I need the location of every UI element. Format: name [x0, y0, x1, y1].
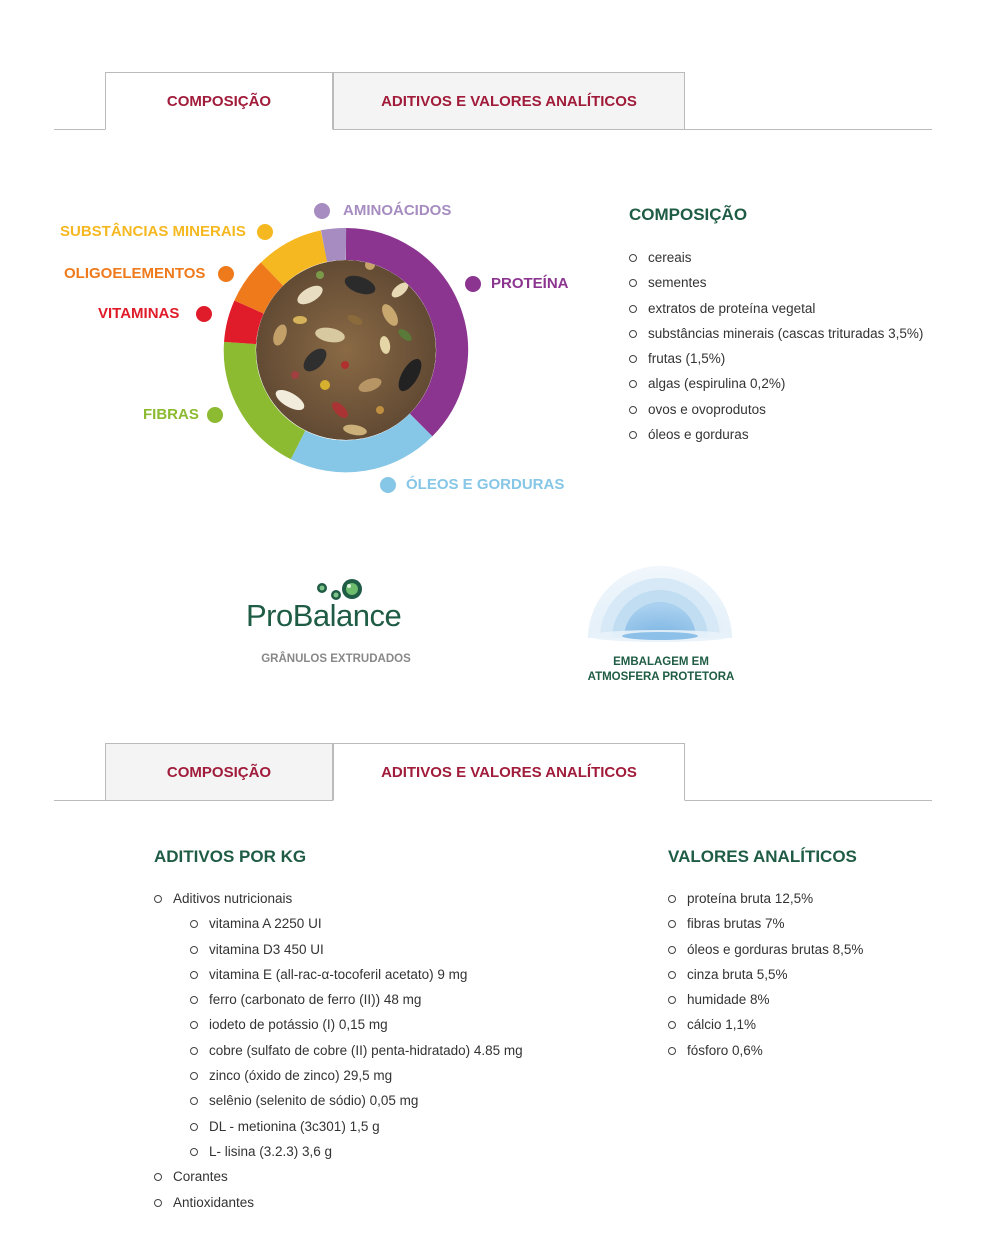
dot-oligoelementos	[218, 266, 234, 282]
label-fibras: FIBRAS	[143, 406, 199, 423]
probalance-caption: GRÂNULOS EXTRUDADOS	[261, 653, 411, 665]
list-item: selênio (selenito de sódio) 0,05 mg	[190, 1088, 523, 1113]
list-item: proteína bruta 12,5%	[668, 886, 863, 911]
dot-substancias-minerais	[257, 224, 273, 240]
list-item-label: Aditivos nutricionais	[173, 891, 293, 906]
list-item: vitamina D3 450 UI	[190, 937, 523, 962]
list-item: humidade 8%	[668, 987, 863, 1012]
tab-composicao[interactable]: COMPOSIÇÃO	[105, 72, 333, 130]
composition-list	[629, 245, 923, 447]
label-oligoelementos: OLIGOELEMENTOS	[64, 265, 206, 282]
list-item: DL - metionina (3c301) 1,5 g	[190, 1114, 523, 1139]
donut-segment-vitaminas	[240, 307, 249, 343]
list-item: fósforo 0,6%	[668, 1038, 863, 1063]
label-oleos-gorduras: ÓLEOS E GORDURAS	[406, 476, 565, 493]
list-item: cobre (sulfato de cobre (II) penta-hidratado) 4.85 mg	[190, 1038, 523, 1063]
dot-fibras	[207, 407, 223, 423]
list-item: óleos e gorduras	[629, 422, 923, 447]
analytical-list	[668, 886, 863, 1063]
list-item: cereais	[629, 245, 923, 270]
atmosphere-caption	[561, 655, 761, 685]
dot-vitaminas	[196, 306, 212, 322]
list-item: cálcio 1,1%	[668, 1012, 863, 1037]
additives-list	[154, 886, 523, 1215]
list-item: vitamina A 2250 UI	[190, 911, 523, 936]
list-item: sementes	[629, 270, 923, 295]
list-item: zinco (óxido de zinco) 29,5 mg	[190, 1063, 523, 1088]
list-item: frutas (1,5%)	[629, 346, 923, 371]
list-item: L- lisina (3.2.3) 3,6 g	[190, 1139, 523, 1164]
analytical-title: VALORES ANALÍTICOS	[668, 847, 857, 866]
composition-donut	[220, 225, 475, 480]
dot-proteina	[465, 276, 481, 292]
atmosphere-caption-line-2: ATMOSFERA PROTETORA	[587, 671, 735, 683]
seeds-image	[256, 260, 436, 440]
dot-aminoacidos	[314, 203, 330, 219]
list-item-antioxidantes: Antioxidantes	[154, 1190, 523, 1215]
label-vitaminas: VITAMINAS	[98, 305, 180, 322]
donut-segment-aminoacidos	[324, 244, 346, 246]
protective-atmosphere-icon	[584, 560, 736, 642]
list-item: óleos e gorduras brutas 8,5%	[668, 937, 863, 962]
probalance-wordmark: ProBalance	[246, 598, 402, 633]
list-item-nutritional	[154, 886, 523, 1164]
donut-segment-oligoelementos	[249, 274, 272, 307]
list-item: algas (espirulina 0,2%)	[629, 371, 923, 396]
list-item: ovos e ovoprodutos	[629, 397, 923, 422]
tabs-top	[0, 72, 1000, 132]
additives-title: ADITIVOS POR KG	[154, 847, 307, 866]
list-item: ferro (carbonato de ferro (II)) 48 mg	[190, 987, 523, 1012]
list-item-corantes: Corantes	[154, 1164, 523, 1189]
tab-composicao[interactable]: COMPOSIÇÃO	[105, 743, 333, 801]
atmosphere-caption-line-1: EMBALAGEM EM	[613, 656, 709, 668]
list-item: cinza bruta 5,5%	[668, 962, 863, 987]
label-proteina: PROTEÍNA	[491, 275, 569, 292]
list-item: substâncias minerais (cascas trituradas 3,5%)	[629, 321, 923, 346]
tab-aditivos[interactable]: ADITIVOS E VALORES ANALÍTICOS	[333, 743, 685, 801]
composition-title: COMPOSIÇÃO	[629, 205, 748, 224]
label-aminoacidos: AMINOÁCIDOS	[343, 202, 452, 219]
list-item: fibras brutas 7%	[668, 911, 863, 936]
list-item: iodeto de potássio (I) 0,15 mg	[190, 1012, 523, 1037]
list-item: vitamina E (all-rac-α-tocoferil acetato) 9 mg	[190, 962, 523, 987]
dot-oleos	[380, 477, 396, 493]
tabs-bottom	[0, 743, 1000, 803]
nutritional-sublist	[173, 911, 523, 1164]
label-substancias-minerais: SUBSTÂNCIAS MINERAIS	[60, 223, 246, 240]
probalance-logo	[246, 578, 436, 638]
tab-aditivos[interactable]: ADITIVOS E VALORES ANALÍTICOS	[333, 72, 685, 130]
list-item: extratos de proteína vegetal	[629, 296, 923, 321]
